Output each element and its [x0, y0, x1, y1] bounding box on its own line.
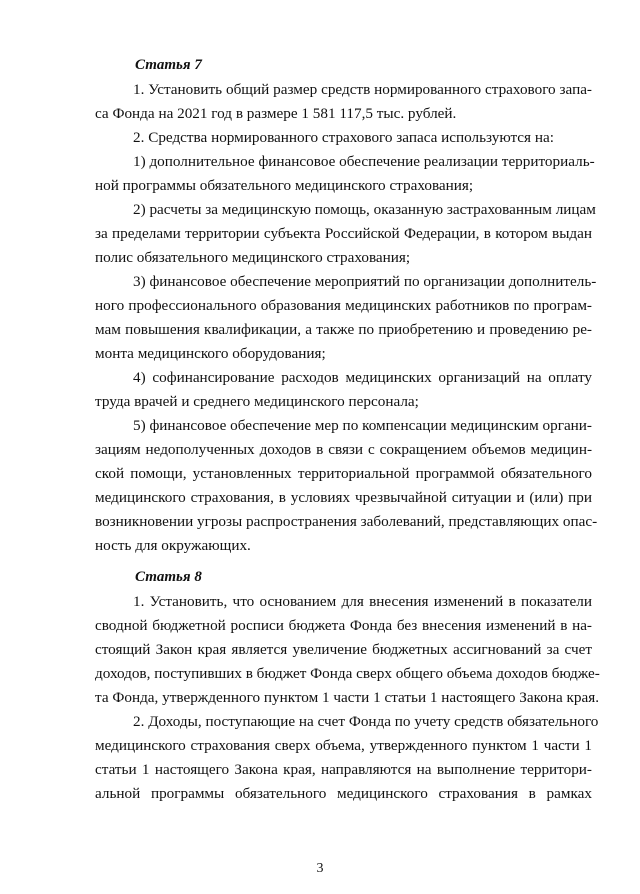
- article-7-line: 2) расчеты за медицинскую помощь, оказанную застрахованным лицам: [133, 201, 596, 218]
- article-8-heading: Статья 8: [135, 569, 202, 585]
- article-7-line: зациям недополученных доходов в связи с сокращением объемов медицин-: [95, 441, 592, 458]
- article-8-line: стоящий Закон края является увеличение бюджетных ассигнований за счет: [95, 641, 592, 658]
- article-7-line: полис обязательного медицинского страхования;: [95, 249, 411, 266]
- article-8-line: 1. Установить, что основанием для внесения изменений в показатели: [133, 593, 592, 610]
- article-7-line: ной программы обязательного медицинского страхования;: [95, 177, 474, 194]
- article-8-line: альной программы обязательного медицинского страхования в рамках: [95, 785, 592, 802]
- article-7-line: медицинского страхования, в условиях чрезвычайной ситуации и (или) при: [95, 489, 592, 506]
- article-7-line: ность для окружающих.: [95, 537, 251, 554]
- article-7-line: 3) финансовое обеспечение мероприятий по организации дополнитель-: [133, 273, 597, 290]
- article-7-line: 2. Средства нормированного страхового запаса используются на:: [133, 129, 554, 146]
- article-7-line: са Фонда на 2021 год в размере 1 581 117,5 тыс. рублей.: [95, 105, 457, 122]
- article-7-line: 1. Установить общий размер средств нормированного страхового запа-: [133, 81, 592, 98]
- article-8-line: сводной бюджетной росписи бюджета Фонда без внесения изменений в на-: [95, 617, 592, 634]
- article-7-line: мам повышения квалификации, а также по приобретению и проведению ре-: [95, 321, 592, 338]
- article-8-line: доходов, поступивших в бюджет Фонда сверх общего объема доходов бюдже-: [95, 665, 600, 682]
- page-number: 3: [316, 861, 324, 876]
- article-7-line: 5) финансовое обеспечение мер по компенсации медицинским органи-: [133, 417, 592, 434]
- article-8-line: 2. Доходы, поступающие на счет Фонда по учету средств обязательного: [133, 713, 599, 730]
- article-7-line: за пределами территории субъекта Российской Федерации, в котором выдан: [95, 225, 592, 242]
- article-8-line: медицинского страхования сверх объема, утвержденного пунктом 1 части 1: [95, 737, 592, 754]
- article-7-line: возникновении угрозы распространения заболеваний, представляющих опас-: [95, 513, 598, 530]
- article-8-line: та Фонда, утвержденного пунктом 1 части 1 статьи 1 настоящего Закона края.: [95, 689, 599, 706]
- article-8-line: статьи 1 настоящего Закона края, направляются на выполнение территори-: [95, 761, 592, 778]
- article-7-line: труда врачей и среднего медицинского персонала;: [95, 393, 419, 410]
- article-7-line: монта медицинского оборудования;: [95, 345, 326, 362]
- article-7-line: ного профессионального образования медицинских работников по програм-: [95, 297, 592, 314]
- article-7-heading: Статья 7: [135, 57, 202, 73]
- article-7-line: 4) софинансирование расходов медицинских организаций на оплату: [133, 369, 592, 386]
- article-7-line: 1) дополнительное финансовое обеспечение реализации территориаль-: [133, 153, 595, 170]
- article-7-line: ской помощи, установленных территориальной программой обязательного: [95, 465, 592, 482]
